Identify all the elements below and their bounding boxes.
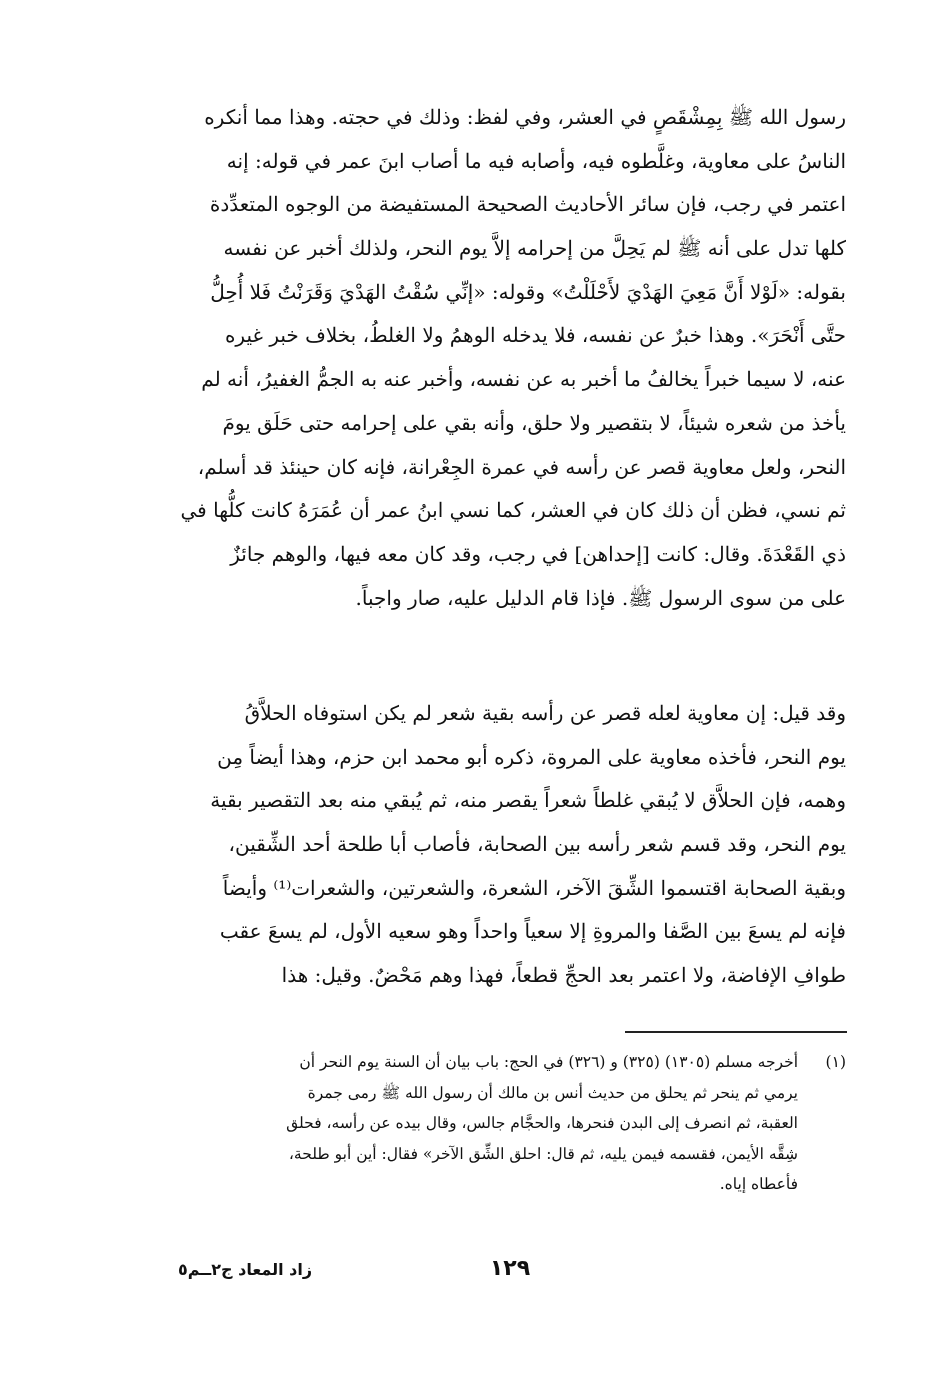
footnote-marker: (١): [825, 1053, 846, 1071]
text-line: عنه، لا سيما خبراً يخالفُ ما أخبر به عن نفسه، وأخبر عنه به الجمُّ الغفيرُ، أنه لم: [201, 367, 846, 392]
text-line: ثم نسي، فظن أن ذلك كان في العشر، كما نسي ابنُ عمر أن عُمَرَهُ كانت كلُّها في: [180, 498, 846, 523]
text-line: اعتمر في رجب، فإن سائر الأحاديث الصحيحة المستفيضة من الوجوه المتعدِّدة: [209, 192, 846, 217]
text-line: طوافِ الإفاضة، ولا اعتمر بعد الحجِّ قطعاً، فهذا وهم مَحْضٌ. وقيل: هذا: [281, 963, 846, 988]
text-line: وقد قيل: إن معاوية لعله قصر عن رأسه بقية شعر لم يكن استوفاه الحلاَّقُ: [244, 701, 846, 725]
footnote-line: شِقَّه الأيمن، فقسمه فيمن يليه، ثم قال: احلق الشِّق الآخر» فقال: أين أبو طلحة،: [288, 1144, 798, 1163]
footnote-line: [175, 1047, 846, 1078]
text-line: على من سوى الرسول ﷺ. فإذا قام الدليل عليه، صار واجباً.: [355, 585, 846, 610]
text-line: الناسُ على معاوية، وغلَّطوه فيه، وأصابه فيه ما أصاب ابنَ عمر في قوله: إنه: [226, 148, 846, 173]
footnote-line: يرمي ثم ينحر ثم يحلق من حديث أنس بن مالك أن رسول الله ﷺ رمى جمرة: [307, 1083, 798, 1102]
text-line: بقوله: «لَوْلا أَنَّ مَعِيَ الهَدْيَ لأَحْلَلْتُ» وقوله: «إنِّي سُقْتُ الهَدْيَ وَقَرَنْتُ فَلا أُحِلُّ: [210, 279, 846, 304]
text-line: فإنه لم يسعَ بين الصَّفا والمروةِ إلا سعياً واحداً وهو سعيه الأول، لم يسعَ عقب: [219, 919, 846, 944]
footnote-divider: [625, 1031, 847, 1033]
text-line: وبقية الصحابة اقتسموا الشِّقَ الآخر، الشعرة، والشعرتين، والشعرات⁽¹⁾ وأيضاً: [222, 875, 846, 900]
text-line: يأخذ من شعره شيئاً، لا بتقصير ولا حلق، وأنه بقي على إحرامه حتى حَلَق يومَ: [222, 410, 846, 435]
text-line: يوم النحر، فأخذه معاوية على المروة، ذكره أبو محمد ابن حزم، وهذا أيضاً مِن: [217, 744, 846, 769]
page-number: ١٢٩: [489, 1256, 531, 1281]
text-line: ذي القَعْدَةَ. وقال: كانت [إحداهن] في رجب، وقد كان معه فيها، والوهم جائزٌ: [230, 541, 846, 566]
text-line: كلها تدل على أنه ﷺ لم يَحِلَّ من إحرامه إلاَّ يوم النحر، ولذلك أخبر عن نفسه: [223, 236, 846, 261]
text-line: حتَّى أَنْحَرَ». وهذا خبرٌ عن نفسه، فلا يدخله الوهمُ ولا الغلطُ، بخلاف خبر غيره: [224, 323, 846, 348]
footnote-text: أخرجه مسلم (١٣٠٥) (٣٢٥) و (٣٢٦) في الحج: باب بيان أن السنة يوم النحر أن: [299, 1053, 798, 1071]
text-line: وهمه، فإن الحلاَّق لا يُبقي غلطاً شعراً يقصر منه، ثم يُبقي منه بعد التقصير بقية: [210, 788, 846, 813]
footnote-block: [175, 1047, 846, 1200]
footnote-line: العقبة، ثم انصرف إلى البدن فنحرها، والحجَّام جالس، وقال بيده عن رأسه، فحلق: [286, 1114, 798, 1132]
running-footer: زاد المعاد ج٢ــم٥: [178, 1260, 313, 1279]
text-line: النحر، ولعل معاوية قصر عن رأسه في عمرة الجِعْرانة، فإنه كان حينئذ قد أسلم،: [197, 454, 846, 479]
paragraph-2: [175, 692, 846, 998]
footnote-line: فأعطاه إياه.: [719, 1175, 798, 1193]
paragraph-1: [175, 96, 846, 620]
text-line: رسول الله ﷺ بِمِشْقَصٍ في العشر، وفي لفظ: وذلك في حجته. وهذا مما أنكره: [204, 105, 846, 129]
text-line: يوم النحر، وقد قسم شعر رأسه بين الصحابة، فأصاب أبا طلحة أحد الشِّقين،: [228, 832, 846, 857]
